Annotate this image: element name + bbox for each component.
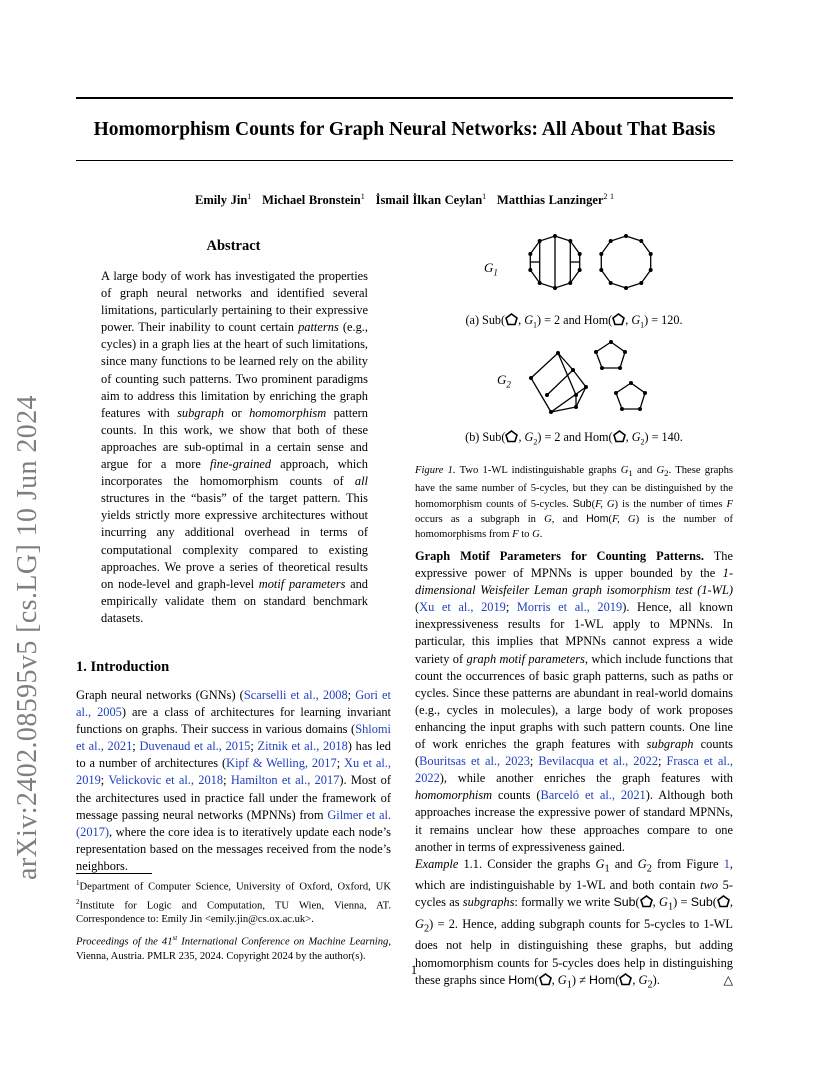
graph-g1-label: $G_1$ [484, 260, 498, 278]
page-number: 1 [410, 963, 418, 977]
author-list: Emily Jin$^1$ Michael Bronstein$^1$ İsmail İlkan Ceylan$^1$ Matthias Lanzinger$^{2 1}$ [195, 192, 614, 208]
subfigure-a-caption: (a) Sub( , $G_1) = 2$ and Hom( , $G_1) = 120$. [465, 313, 683, 330]
graph-g1-figure [520, 236, 670, 316]
intro-text: Graph neural networks (GNNs) (Scarselli et al., 2008; Gori et al., 2005) are a class of architectures for learning invariant functions on graphs. Their success in various domains (Shlomi et al., 2021; Duvenaud et al., 2015; Zitnik et al., 2018) has led to a number of architectures (Kipf & Welling, 2017; Xu et al., 2019; Velickovic et al., 2018; Hamilton et al., 2017). Most of the architectures used in practice fall under the framework of message passing neural networks (MPNNs) from Gilmer et al. (2017), where the core idea is to iteratively update each node’s representation based on the messages received from the node’s neighbors. [76, 688, 391, 873]
author-name: Michael Bronstein [262, 193, 361, 208]
author-name: İsmail İlkan Ceylan [375, 193, 483, 208]
author-name: Emily Jin [195, 193, 248, 208]
graph-g2-figure [528, 339, 658, 424]
graph-g2-label: $G_2$ [497, 372, 511, 390]
figure-caption: Figure 1. Two 1-WL indistinguishable graphs $G_1$ and $G_2$. These graphs have the same number of 5-cycles, but they can be distinguished by the homomorphism counts of 5-cycles. Sub(F, G) is the number of times F occurs as a subgraph in G, and Hom(F, G) is the number of homomorphisms from F to G. [415, 465, 734, 541]
section-heading: 1. Introduction [76, 659, 170, 675]
paper-title: Homomorphism Counts for Graph Neural Networks: All About That Basis [93, 119, 716, 140]
subfigure-b-caption: (b) Sub( , $G_2) = 2$ and Hom( , $G_2) = 140$. [465, 430, 683, 447]
abstract-heading: Abstract [206, 238, 261, 254]
pentagon-icon [505, 430, 518, 443]
pentagon-icon [717, 895, 730, 908]
end-of-example-triangle-icon: △ [723, 972, 733, 987]
pentagon-icon [505, 313, 518, 326]
author-name: Matthias Lanzinger [497, 193, 604, 208]
title-bottom-rule [76, 160, 733, 161]
pentagon-icon [612, 313, 625, 326]
footnote: $^1$Department of Computer Science, University of Oxford, Oxford, UK $^2$Institute for Logic and Computation, TU Wien, Vienna, AT. Correspondence to: Emily Jin <emily.jin@cs.ox.ac.uk>. [76, 879, 391, 926]
footnote-rule [76, 873, 152, 874]
abstract-text: A large body of work has investigated the properties of graph neural networks and identified several limitations, particularly pertaining to their expressive power. Their inability to count certain patterns (e.g., cycles) in a graph lies at the heart of such limitations, since many functions to be learned rely on the ability of counting such patterns. Two prominent paradigms aim to address this limitation by enriching the graph features with subgraph or homomorphism pattern counts. In this work, we show that both of these approaches are sub-optimal in a certain sense and argue for a more fine-grained approach, which incorporates the homomorphism counts of all structures in the “basis” of the target pattern. This yields strictly more expressive architectures without incurring any additional overhead in terms of computational complexity compared to existing approaches. We prove a series of theoretical results on node-level and graph-level motif parameters and empirically validate them on standard benchmark datasets. [101, 269, 369, 625]
arxiv-identifier: arXiv:2402.08595v5 [cs.LG] 10 Jun 2024 [12, 395, 43, 880]
pentagon-icon [613, 430, 626, 443]
proceedings-note: Proceedings of the 41st International Conference on Machine Learning, Vienna, Austria. PMLR 235, 2024. Copyright 2024 by the author(s). [76, 934, 391, 962]
title-top-rule [76, 97, 733, 99]
right-column-text: Graph Motif Parameters for Counting Patterns. The expressive power of MPNNs is upper bounded by the 1-dimensional Weisfeiler Leman graph isomorphism test (1-WL) (Xu et al., 2019; Morris et al., 2019). Hence, all known inexpressiveness results for 1-WL apply to MPNNs. In particular, this implies that MPNNs cannot express a wide variety of graph motif parameters, which include functions that count the occurrences of basic graph patterns, such as paths or cycles. Since these patterns are abundant in real-world domains (e.g., cycles in molecules), a large body of work proposes enhancing the input graphs with such pattern counts. One line of work enriches the graph features with subgraph counts (Bouritsas et al., 2023; Bevilacqua et al., 2022; Frasca et al., 2022), while another enriches the graph features with homomorphism counts (Barceló et al., 2021). Although both approaches increase the expressive power of standard MPNNs, it remains unclear how these approaches compare to one another in terms of expressiveness gained. Example 1.1. Consider the graphs $G_1$ and $G_2$ from Figure 1, which are indistinguishable by 1-WL and both contain two 5-cycles as subgraphs: formally we write Sub( , $G_1) = Sub$( , $G_2) = 2$. Hence, adding subgraph counts for 5-cycles to 1-WL does not help in distinguishing these graphs, but adding homomorphism counts for 5-cycles does help in distinguishing these graphs since Hom( , $G_1) \ne Hom$( , $G_2$). △ [415, 549, 734, 991]
pentagon-icon [640, 895, 653, 908]
